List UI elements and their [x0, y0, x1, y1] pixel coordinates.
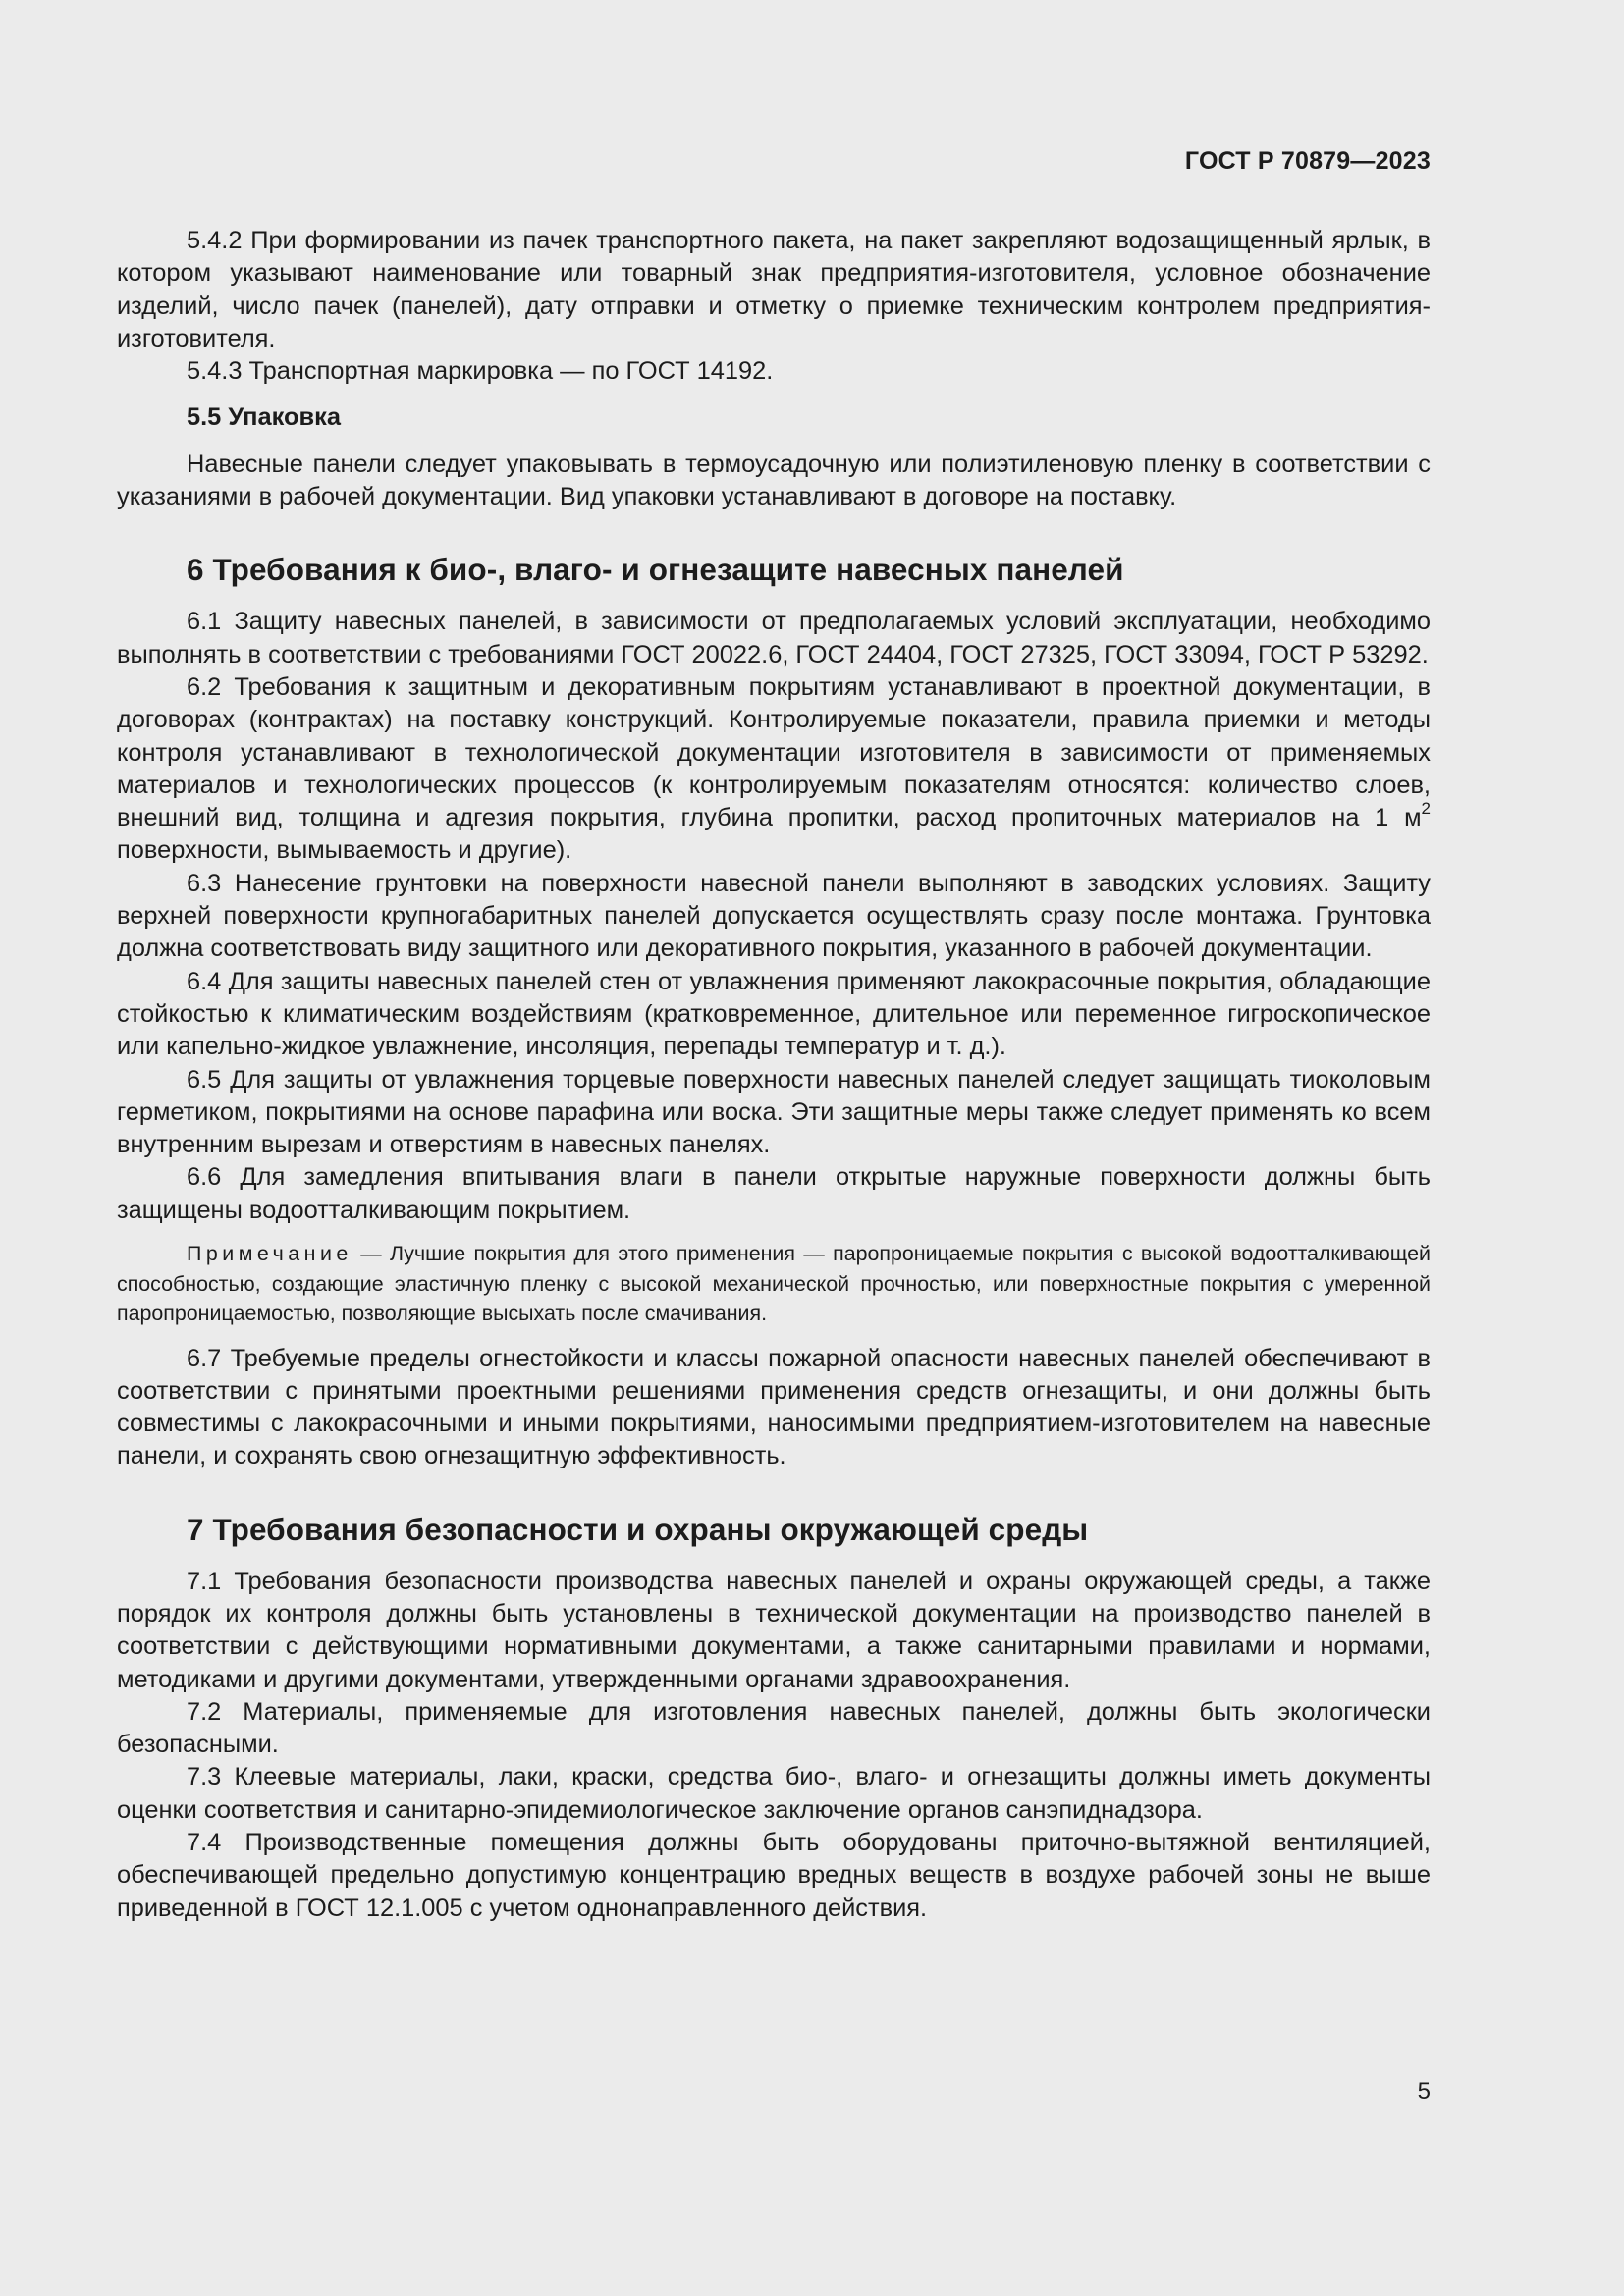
document-body	[117, 225, 1431, 1925]
page-number: 5	[1417, 2078, 1431, 2105]
section-heading-6: 6 Требования к био-, влаго- и огнезащите навесных панелей	[187, 552, 1124, 588]
section-heading-7: 7 Требования безопасности и охраны окружающей среды	[187, 1511, 1089, 1547]
paragraph-6-7: 6.7 Требуемые пределы огнестойкости и классы пожарной опасности навесных панелей обеспечивают в соответствии с принятыми проектными решениями применения средств огнезащиты, и они должны быть совместимы с лакокрасочными и иными покрытиями, наносимыми предприятием-изготовителем на навесные панели, и сохранять свою огнезащитную эффективность.	[117, 1344, 1431, 1470]
superscript-2: 2	[1421, 798, 1431, 818]
paragraph-7-4: 7.4 Производственные помещения должны быть оборудованы приточно-вытяжной вентиляцией, обеспечивающей предельно допустимую концентрацию вредных веществ в воздухе рабочей зоны не выше приведенной в ГОСТ 12.1.005 с учетом однонаправленного действия.	[117, 1829, 1431, 1922]
paragraph-5-5: Навесные панели следует упаковывать в термоусадочную или полиэтиленовую пленку в соответствии с указаниями в рабочей документации. Вид упаковки устанавливают в договоре на поставку.	[117, 450, 1431, 511]
paragraph-6-1: 6.1 Защиту навесных панелей, в зависимости от предполагаемых условий эксплуатации, необходимо выполнять в соответствии с требованиями ГОСТ 20022.6, ГОСТ 24404, ГОСТ 27325, ГОСТ 33094, ГОСТ Р 53292.	[117, 608, 1431, 668]
note-text: — Лучшие покрытия для этого применения — паропроницаемые покрытия с высокой водоотталкивающей способностью, создающие эластичную пленку с высокой механической прочностью, или поверхностные покрытия с умеренной паропроницаемостью, позволяющие высыхать после смачивания.	[117, 1242, 1431, 1326]
paragraph-6-4: 6.4 Для защиты навесных панелей стен от увлажнения применяют лакокрасочные покрытия, обладающие стойкостью к климатическим воздействиям (кратковременное, длительное или переменное гигроскопическое или капельно-жидкое увлажнение, инсоляция, перепады температур и т. д.).	[117, 967, 1431, 1061]
note	[117, 1239, 1431, 1329]
note-label: Примечание	[187, 1242, 352, 1266]
paragraph-6-6: 6.6 Для замедления впитывания влаги в панели открытые наружные поверхности должны быть защищены водоотталкивающим покрытием.	[117, 1163, 1431, 1224]
paragraph-5-4-2: 5.4.2 При формировании из пачек транспортного пакета, на пакет закрепляют водозащищенный ярлык, в котором указывают наименование или товарный знак предприятия-изготовителя, условное обозначение изделий, число пачек (панелей), дату отправки и отметку о приемке техническим контролем предприятия-изготовителя.	[117, 227, 1431, 352]
paragraph-6-5: 6.5 Для защиты от увлажнения торцевые поверхности навесных панелей следует защищать тиоколовым герметиком, покрытиями на основе парафина или воска. Эти защитные меры также следует применять ко всем внутренним вырезам и отверстиям в навесных панелях.	[117, 1065, 1431, 1159]
paragraph-6-2	[117, 671, 1431, 868]
document-code-header: ГОСТ Р 70879—2023	[1184, 147, 1431, 175]
paragraph-6-2-text: 6.2 Требования к защитным и декоративным покрытиям устанавливают в проектной документации, в договорах (контрактах) на поставку конструкций. Контролируемые показатели, правила приемки и методы контроля устанавливают в технологической документации изготовителя в зависимости от применяемых материалов и технологических процессов (к контролируемым показателям относятся: количество слоев, внешний вид, толщина и адгезия покрытия, глубина пропитки, расход пропиточных материалов на 1 м	[117, 672, 1431, 832]
paragraph-6-2-text-end: поверхности, вымываемость и другие).	[117, 836, 572, 865]
paragraph-7-3: 7.3 Клеевые материалы, лаки, краски, средства био-, влаго- и огнезащиты должны иметь документы оценки соответствия и санитарно-эпидемиологическое заключение органов санэпиднадзора.	[117, 1763, 1431, 1824]
subsection-heading-5-5: 5.5 Упаковка	[187, 403, 341, 432]
document-page	[117, 0, 1431, 2296]
paragraph-7-2: 7.2 Материалы, применяемые для изготовления навесных панелей, должны быть экологически безопасными.	[117, 1697, 1431, 1759]
paragraph-6-3: 6.3 Нанесение грунтовки на поверхности навесной панели выполняют в заводских условиях. Защиту верхней поверхности крупногабаритных панелей допускается осуществлять сразу после монтажа. Грунтовка должна соответствовать виду защитного или декоративного покрытия, указанного в рабочей документации.	[117, 869, 1431, 963]
paragraph-5-4-3: 5.4.3 Транспортная маркировка — по ГОСТ 14192.	[187, 357, 774, 386]
paragraph-7-1: 7.1 Требования безопасности производства навесных панелей и охраны окружающей среды, а также порядок их контроля должны быть установлены в технической документации на производство панелей в соответствии с действующими нормативными документами, а также санитарными правилами и нормами, методиками и другими документами, утвержденными органами здравоохранения.	[117, 1567, 1431, 1693]
